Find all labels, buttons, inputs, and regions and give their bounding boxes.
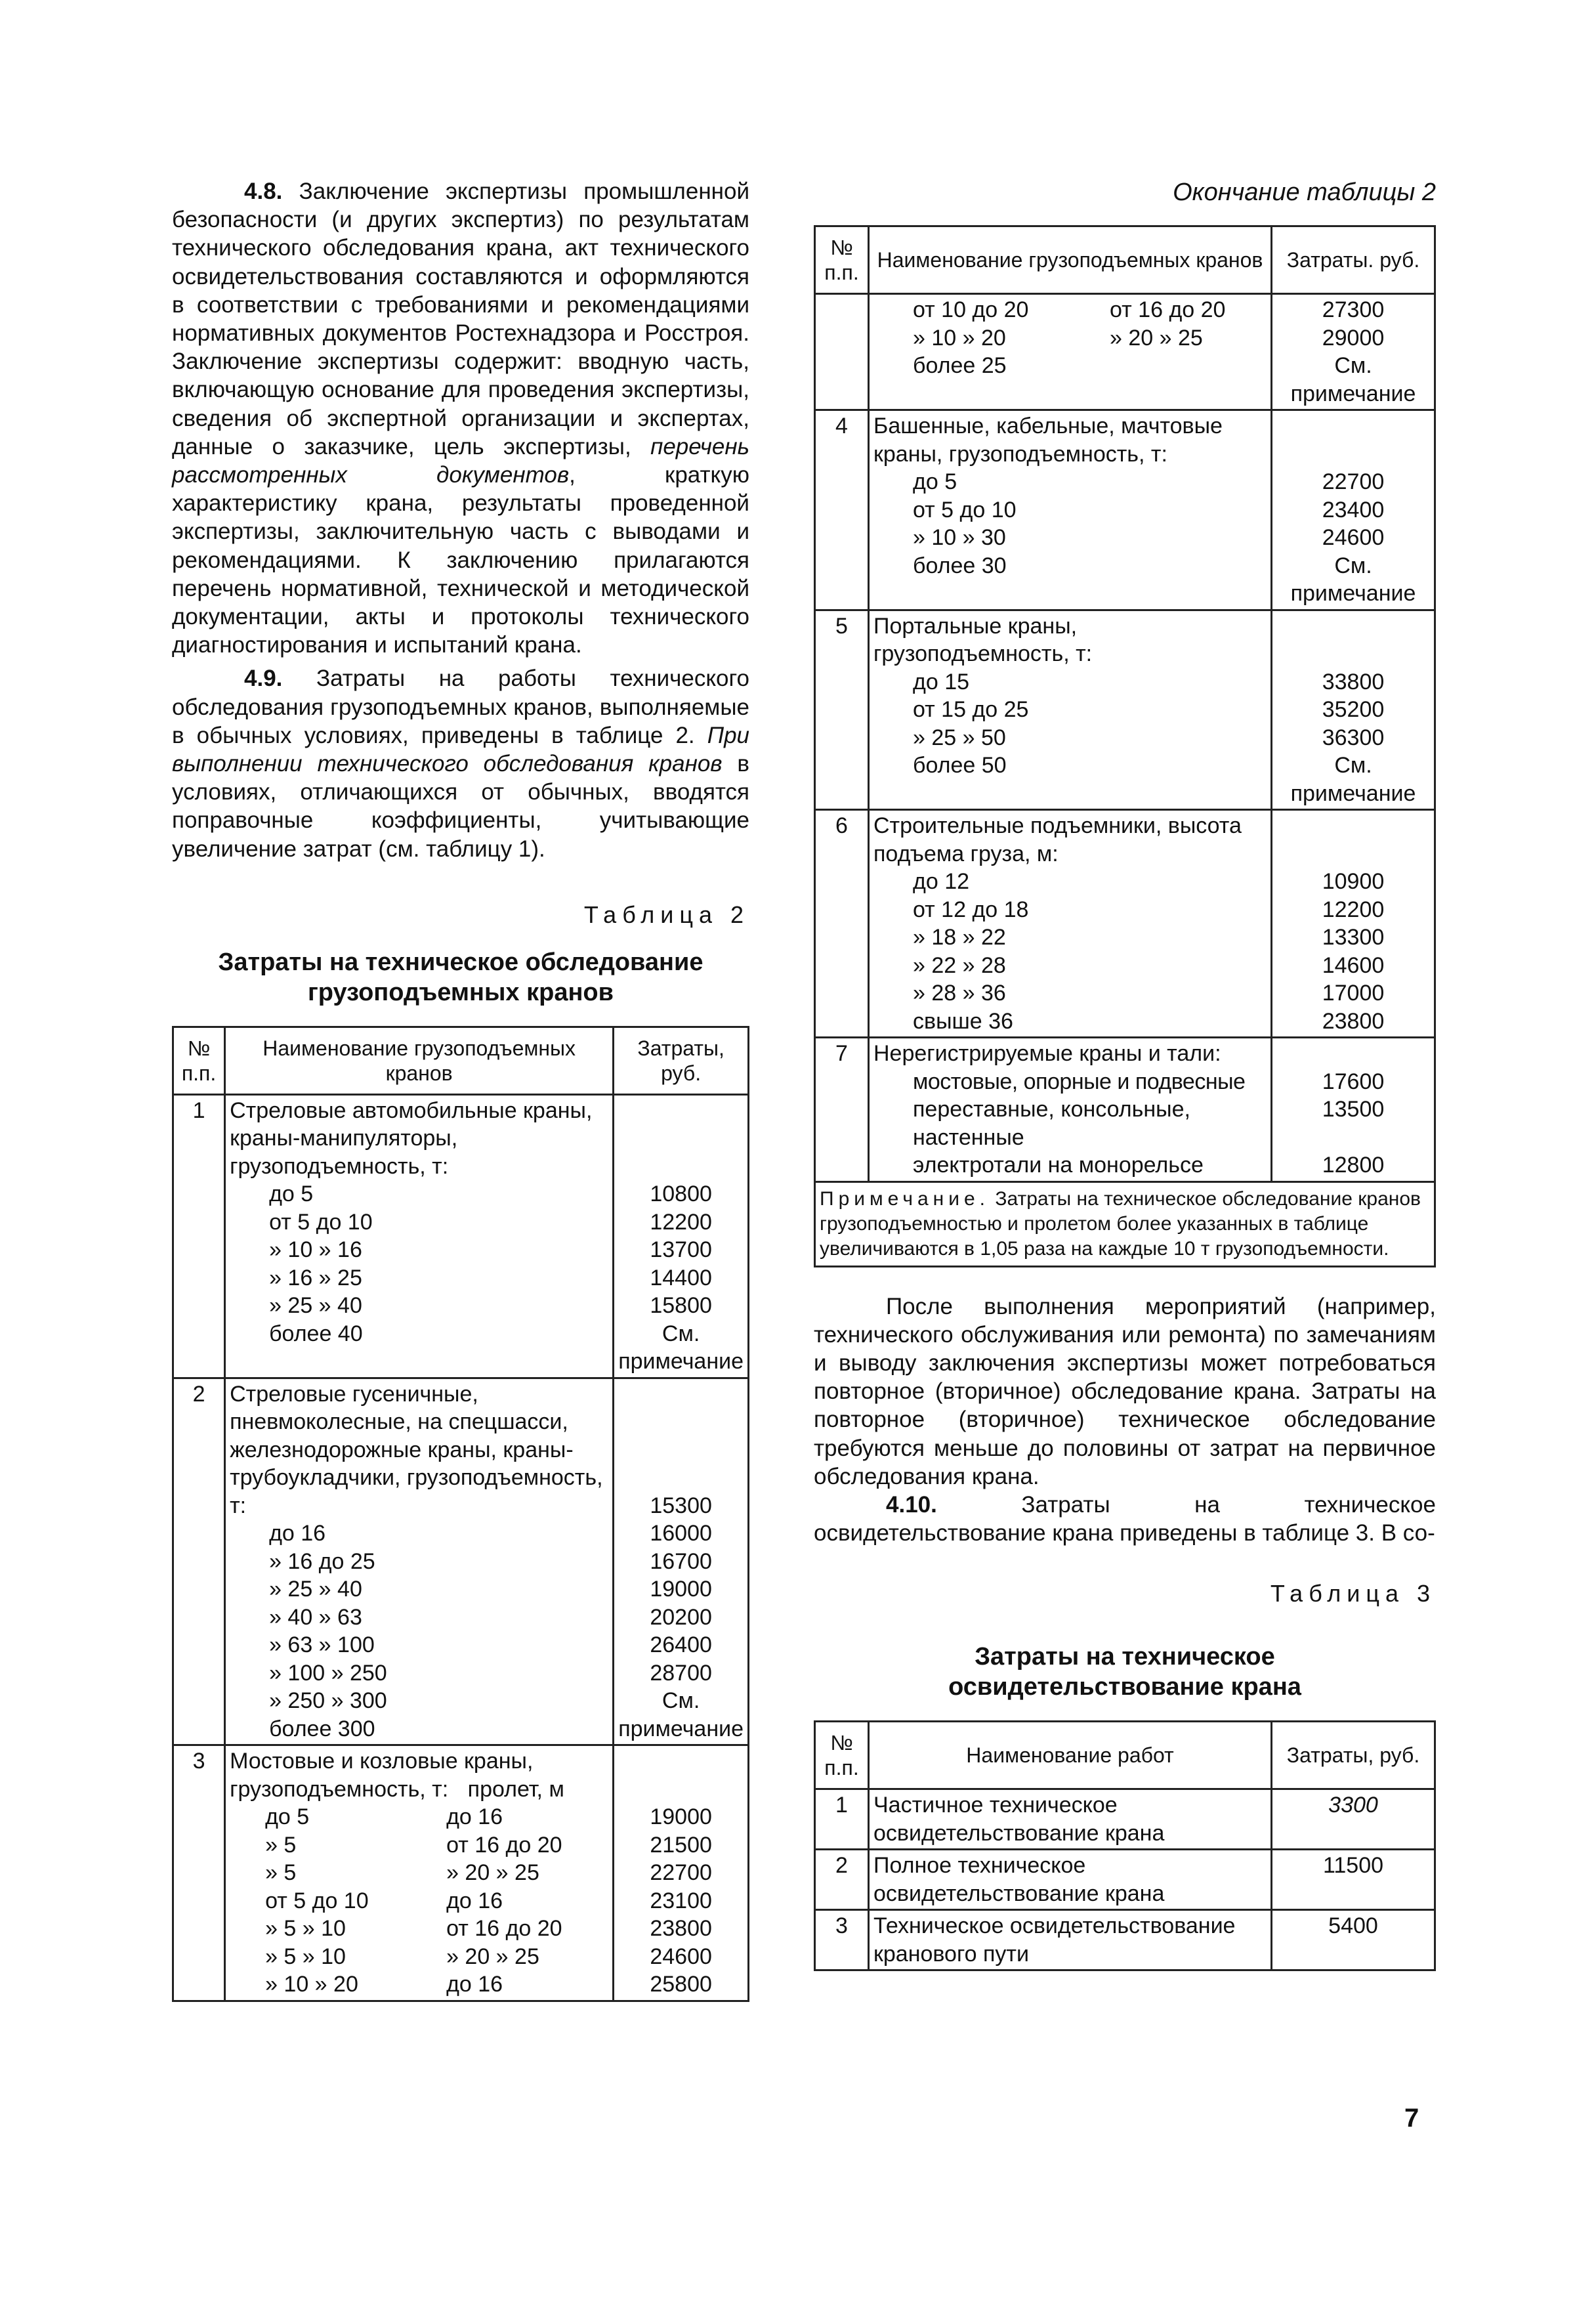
work-name: Частичное техническое освидетельствование крана [869, 1789, 1272, 1850]
row-name-cell [869, 610, 1272, 810]
header-name: Наименование грузоподъемных кранов [869, 226, 1272, 294]
work-name: Полное техническое освидетельствование крана [869, 1850, 1272, 1910]
row-num: 6 [815, 810, 869, 1038]
cost-value: 27300 [1322, 297, 1385, 322]
list-item: » 25 » 40 [269, 1577, 362, 1602]
list-item: более 30 [913, 553, 1007, 578]
list-item: более 300 [269, 1716, 375, 1741]
span-range: от 16 до 20 [446, 1832, 562, 1858]
cost-value: 19000 [650, 1804, 712, 1830]
note-label: Примечание. [820, 1187, 990, 1210]
header-num: № п.п. [815, 1722, 869, 1789]
cost-value: 10900 [1322, 869, 1385, 894]
paragraph-text-rest: , краткую характеристику крана, результаты проведенной экспертизы, заключительную часть с выводами и рекомендациями. К заключению прилагаются перечень нормативной, технической и методической документации, акты и протоколы технического диагностирования и испытаний крана. [172, 462, 749, 658]
list-item: » 63 » 100 [269, 1632, 375, 1658]
table-row [815, 1910, 1435, 1970]
cost-value: 5400 [1272, 1910, 1435, 1970]
note-text: Затраты на техническое обследование кранов грузоподъемностью и пролетом более указанных в таблице увеличиваются в 1,05 раза на каждые 10 т грузоподъемности. [820, 1187, 1421, 1260]
table-2-continuation-caption: Окончание таблицы 2 [1173, 179, 1436, 206]
list-item: » 100 » 250 [269, 1660, 387, 1686]
span-range: до 16 [446, 1972, 503, 1997]
cost-value: 14400 [650, 1265, 712, 1290]
cost-value: 22700 [650, 1860, 712, 1886]
table-3-caption: Таблица 3 [1270, 1580, 1436, 1607]
paragraph-4-8 [172, 177, 749, 659]
cost-value: 3300 [1272, 1789, 1435, 1850]
paragraph-text-rest: в условиях, отличающихся от обычных, вводятся поправочные коэффициенты, учитывающие увеличение затрат (см. таблицу 1). [172, 751, 749, 862]
header-name: Наименование грузоподъемных кранов [225, 1027, 614, 1094]
table-row [815, 810, 1435, 1038]
list-item: » 16 » 25 [269, 1265, 362, 1290]
row-num: 2 [173, 1378, 225, 1745]
table-header-row [173, 1027, 749, 1094]
span-range: от 16 до 20 [446, 1916, 562, 1942]
load-range: » 5 » 10 [265, 1944, 346, 1969]
cost-value: См. примечание [618, 1688, 744, 1741]
cost-value: 24600 [650, 1944, 712, 1969]
list-item [230, 1943, 608, 1971]
cost-value: 12200 [650, 1209, 712, 1235]
table-2-caption: Таблица 2 [583, 901, 749, 928]
span-range: от 16 до 20 [1110, 297, 1226, 322]
table-row [815, 1850, 1435, 1910]
right-column [814, 172, 1436, 1971]
list-item: » 10 » 16 [269, 1237, 362, 1263]
cost-value: См. примечание [618, 1321, 744, 1374]
row-values-cell [614, 1378, 749, 1745]
list-item: » 25 » 50 [913, 725, 1006, 750]
cost-value: См. примечание [1290, 553, 1416, 606]
list-item: более 40 [269, 1321, 363, 1346]
header-num: № п.п. [173, 1027, 225, 1094]
row-num: 3 [815, 1910, 869, 1970]
list-item: до 5 [269, 1181, 314, 1207]
paragraph-text: Затраты на работы технического обследования грузоподъемных кранов, выполняемые в обычных условиях, приведены в таблице 2. [172, 666, 749, 748]
table-2-title-line-2: грузоподъемных кранов [307, 978, 614, 1006]
cost-value: 23100 [650, 1888, 712, 1913]
row-num [815, 294, 869, 410]
cost-value: 23400 [1322, 497, 1385, 522]
row-values-cell [614, 1094, 749, 1378]
cost-value: 23800 [650, 1916, 712, 1942]
cost-value: 28700 [650, 1660, 712, 1686]
row-name-cell [869, 294, 1272, 410]
cost-value: 26400 [650, 1632, 712, 1658]
header-cost: Затраты, руб. [614, 1027, 749, 1094]
row-values-cell [614, 1745, 749, 2001]
cost-value: 24600 [1322, 525, 1385, 550]
cost-value: См. примечание [1290, 753, 1416, 806]
table-3-title-line-2: освидетельствование крана [948, 1673, 1301, 1701]
cost-value: 36300 [1322, 725, 1385, 750]
cost-value: 21500 [650, 1832, 712, 1858]
list-item: » 16 до 25 [269, 1548, 375, 1574]
row-title: Строительные подъемники, высота подъема груза, м: [873, 813, 1242, 866]
table-row [815, 1038, 1435, 1182]
table-2 [172, 1026, 749, 2002]
row-values-cell [1272, 810, 1435, 1038]
cost-value: 35200 [1322, 697, 1385, 722]
list-item: » 10 » 30 [913, 525, 1006, 550]
list-item [873, 352, 1267, 380]
load-range: » 5 [265, 1832, 297, 1858]
paragraph-text: Заключение экспертизы промышленной безопасности (и других экспертиз) по результатам технического обследования крана, акт технического освидетельствования составляются и оформляются в соответствии с требованиями и рекомендациями нормативных документов Ростехнадзора и Росстроя. Заключение экспертизы содержит: вводную часть, включающую основание для проведения экспертизы, сведения об экспертной организации и экспертах, данные о заказчике, цель экспертизы, [172, 179, 749, 459]
list-item: до 5 [913, 469, 957, 494]
table-2-title-line-1: Затраты на техническое обследование [218, 948, 704, 976]
table-row [173, 1745, 749, 2001]
paragraph-text: Затраты на техническое освидетельствование крана приведены в таблице 3. В со- [814, 1491, 1436, 1546]
list-item [230, 1831, 608, 1860]
list-item [230, 1803, 608, 1831]
list-item [230, 1970, 608, 1999]
row-name-cell [225, 1094, 614, 1378]
paragraph-number: 4.9. [244, 666, 283, 692]
cost-value: 11500 [1272, 1850, 1435, 1910]
table-row [815, 410, 1435, 610]
list-item: » 28 » 36 [913, 981, 1006, 1006]
row-values-cell [1272, 410, 1435, 610]
list-item [873, 324, 1267, 352]
table-row [815, 294, 1435, 410]
list-item: мостовые, опорные и подвесные [913, 1069, 1246, 1094]
row-title-text: Мостовые и козловые краны, грузоподъемность, т: [230, 1749, 534, 1802]
load-range: » 5 [265, 1860, 297, 1886]
table-row [173, 1094, 749, 1378]
table-3 [814, 1720, 1436, 1971]
list-item: до 12 [913, 869, 970, 894]
list-item: до 16 [269, 1521, 326, 1546]
page-number: 7 [1404, 2104, 1419, 2133]
cost-value: 17000 [1322, 981, 1385, 1006]
header-cost: Затраты. руб. [1272, 226, 1435, 294]
header-num: № п.п. [815, 226, 869, 294]
cost-value: 16700 [650, 1548, 712, 1574]
span-range: » 20 » 25 [446, 1944, 539, 1969]
cost-value: 15800 [650, 1293, 712, 1319]
row-name-cell [869, 810, 1272, 1038]
table-3-title [814, 1642, 1436, 1702]
load-range: до 5 [265, 1804, 310, 1830]
table-note-row [815, 1181, 1435, 1266]
list-item [873, 296, 1267, 324]
row-title [230, 1747, 608, 1803]
list-item: » 18 » 22 [913, 925, 1006, 950]
list-item: от 5 до 10 [269, 1209, 373, 1235]
cost-value: 33800 [1322, 669, 1385, 694]
load-range: » 10 » 20 [265, 1972, 358, 1997]
cost-value: 12200 [1322, 897, 1385, 922]
paragraph-italic: При выполнении технического обследования кранов [172, 722, 749, 777]
table-row [173, 1378, 749, 1745]
row-name-cell [869, 1038, 1272, 1182]
table-2-title [172, 947, 749, 1008]
row-title: Нерегистрируемые краны и тали: [873, 1041, 1221, 1066]
list-item: до 15 [913, 669, 970, 694]
row-num: 3 [173, 1745, 225, 2001]
paragraph-4-10 [814, 1491, 1436, 1547]
list-item: от 15 до 25 [913, 697, 1029, 722]
cost-value: 13500 [1322, 1097, 1385, 1122]
list-item: » 40 » 63 [269, 1604, 362, 1630]
span-range: » 20 » 25 [1110, 325, 1203, 351]
cost-value: 17600 [1322, 1069, 1385, 1094]
cost-value: 20200 [650, 1604, 712, 1630]
row-num: 7 [815, 1038, 869, 1182]
table-note [815, 1181, 1435, 1266]
list-item: » 250 » 300 [269, 1688, 387, 1714]
list-item: от 12 до 18 [913, 897, 1029, 922]
row-values-cell [1272, 1038, 1435, 1182]
table-header-row [815, 1722, 1435, 1789]
cost-value: 12800 [1322, 1153, 1385, 1178]
work-name: Техническое освидетельствование кранового пути [869, 1910, 1272, 1970]
row-name-cell [225, 1378, 614, 1745]
paragraph-number: 4.10. [886, 1491, 937, 1518]
row-title: Башенные, кабельные, мачтовые краны, грузоподъемность, т: [873, 414, 1223, 467]
list-item: более 50 [913, 753, 1007, 778]
cost-value: 14600 [1322, 952, 1385, 978]
cost-value: 25800 [650, 1972, 712, 1997]
left-column [172, 177, 749, 2002]
row-num: 5 [815, 610, 869, 810]
cost-value: См. примечание [1290, 353, 1416, 406]
list-item: » 22 » 28 [913, 952, 1006, 978]
header-name: Наименование работ [869, 1722, 1272, 1789]
cost-value: 10800 [650, 1181, 712, 1207]
paragraph-number: 4.8. [244, 179, 283, 204]
cost-value: 22700 [1322, 469, 1385, 494]
paragraph-4-9 [172, 664, 749, 862]
span-range: до 16 [446, 1804, 503, 1830]
table-header-row [815, 226, 1435, 294]
row-values-cell [1272, 610, 1435, 810]
list-item: » 25 » 40 [269, 1293, 362, 1319]
list-item: от 5 до 10 [913, 497, 1017, 522]
span-range: до 16 [446, 1888, 503, 1913]
cost-value: 19000 [650, 1577, 712, 1602]
list-item [230, 1915, 608, 1943]
row-title: Портальные краны, грузоподъемность, т: [873, 613, 1093, 666]
paragraph-italic: перечень рассмотренных документов [172, 433, 749, 488]
paragraph-after-table: После выполнения мероприятий (например, технического обслуживания или ремонта) по замечаниям и выводу заключения экспертизы может потребоваться повторное (вторичное) обследование крана. Затраты на повторное (вторичное) техническое обследование требуются меньше до половины от затрат на первичное обследования крана. [814, 1293, 1436, 1489]
header-cost: Затраты, руб. [1272, 1722, 1435, 1789]
table-2-continuation [814, 225, 1436, 1267]
row-name-cell [225, 1745, 614, 2001]
cost-value: 15300 [650, 1493, 712, 1518]
list-item [230, 1859, 608, 1887]
cost-value: 23800 [1322, 1008, 1385, 1034]
row-title: Стреловые автомобильные краны, краны-манипуляторы, грузоподъемность, т: [230, 1097, 593, 1179]
load-range: » 10 » 20 [913, 325, 1006, 351]
span-range: » 20 » 25 [446, 1860, 539, 1886]
load-range: от 5 до 10 [265, 1888, 369, 1913]
row-num: 2 [815, 1850, 869, 1910]
table-row [815, 610, 1435, 810]
table-3-title-line-1: Затраты на техническое [975, 1643, 1275, 1671]
row-num: 1 [815, 1789, 869, 1850]
load-range: от 10 до 20 [913, 297, 1029, 322]
row-name-cell [869, 410, 1272, 610]
row-title: Стреловые гусеничные, пневмоколесные, на спецшасси, железнодорожные краны, краны-трубоукладчики, грузоподъемность, т: [230, 1381, 603, 1518]
list-item: свыше 36 [913, 1008, 1013, 1034]
cost-value: 29000 [1322, 325, 1385, 351]
row-values-cell [1272, 294, 1435, 410]
load-range: » 5 » 10 [265, 1916, 346, 1942]
row-title-span-label: пролет, м [467, 1776, 564, 1802]
list-item: переставные, консольные, настенные [913, 1097, 1190, 1150]
row-num: 1 [173, 1094, 225, 1378]
list-item: электротали на монорельсе [913, 1153, 1204, 1178]
load-range: более 25 [913, 353, 1007, 378]
row-num: 4 [815, 410, 869, 610]
list-item [230, 1887, 608, 1915]
cost-value: 16000 [650, 1521, 712, 1546]
cost-value: 13700 [650, 1237, 712, 1263]
table-row [815, 1789, 1435, 1850]
cost-value: 13300 [1322, 925, 1385, 950]
